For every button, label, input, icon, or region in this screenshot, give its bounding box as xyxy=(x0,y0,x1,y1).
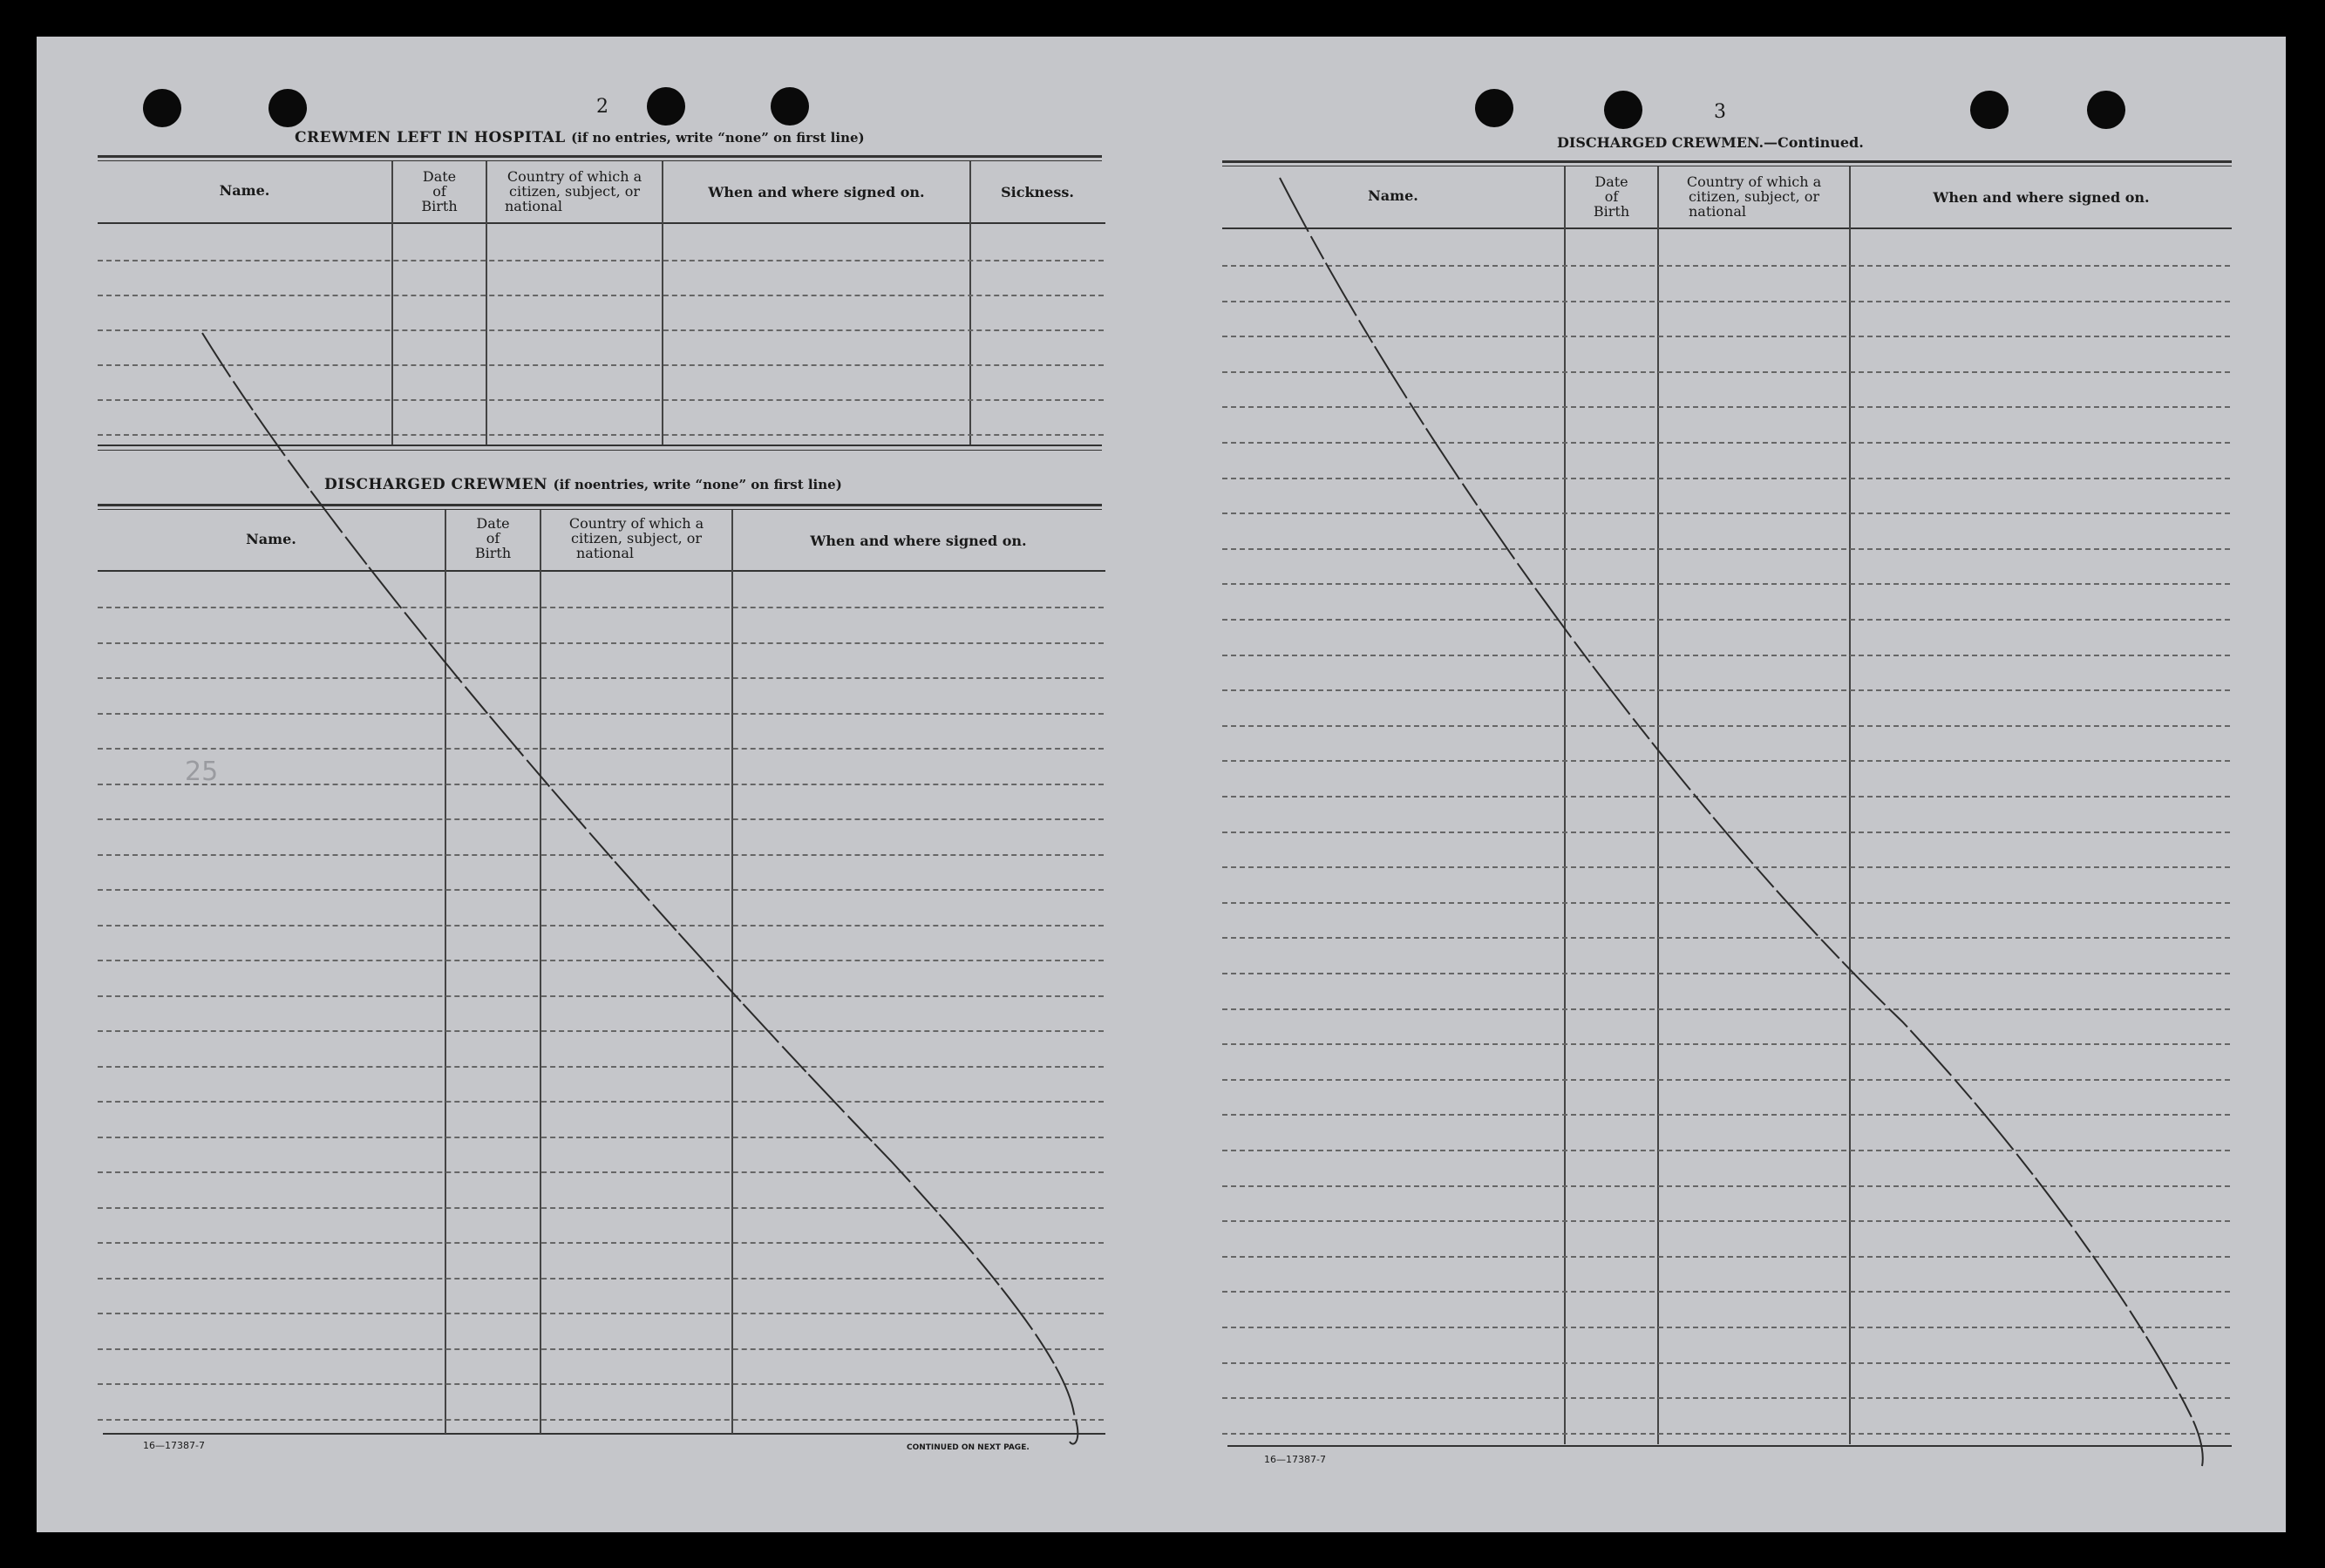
dob-line: Birth xyxy=(474,545,512,561)
dob-line: Date xyxy=(422,168,457,185)
discharged-header-name: Name. xyxy=(246,531,296,547)
country-line: Country of which a xyxy=(568,515,704,532)
country-line: citizen, subject, or xyxy=(508,183,641,200)
hospital-header-signed: When and where signed on. xyxy=(708,184,925,200)
hospital-instruction: (if no entries, write “none” on first line) xyxy=(571,130,865,146)
right-header-signed: When and where signed on. xyxy=(1933,189,2150,206)
right-header-name: Name. xyxy=(1368,187,1418,204)
strike-line-right xyxy=(1280,178,2203,1466)
strike-line-left xyxy=(202,333,1078,1444)
discharged-header-signed: When and where signed on. xyxy=(810,533,1027,549)
country-line: Country of which a xyxy=(506,168,642,185)
pen-strike-lines xyxy=(37,37,2286,1532)
country-line: national xyxy=(505,198,562,214)
dob-line: Date xyxy=(1594,173,1628,190)
page-number-right: 3 xyxy=(1714,101,1726,123)
dob-line: of xyxy=(432,183,446,200)
dob-line: Date xyxy=(476,515,510,532)
form-sheet xyxy=(37,37,2286,1532)
form-number-right: 16—17387-7 xyxy=(1264,1454,1326,1465)
continued-notice: CONTINUED ON NEXT PAGE. xyxy=(907,1443,1030,1452)
page-number-left: 2 xyxy=(596,96,608,118)
hospital-header-sickness: Sickness. xyxy=(1001,184,1074,200)
form-number-left: 16—17387-7 xyxy=(143,1440,205,1451)
hospital-title-text: CREWMEN LEFT IN HOSPITAL xyxy=(295,129,566,146)
country-line: national xyxy=(576,545,634,561)
dob-line: Birth xyxy=(421,198,458,214)
country-line: citizen, subject, or xyxy=(1688,188,1820,205)
discharged-instruction: (if noentries, write “none” on first line) xyxy=(553,477,842,492)
country-line: citizen, subject, or xyxy=(570,530,703,546)
hospital-header-name: Name. xyxy=(219,182,270,199)
country-line: national xyxy=(1689,203,1746,220)
country-line: Country of which a xyxy=(1686,173,1822,190)
faint-stamp: 25 xyxy=(185,757,219,787)
discharged-continued-title: DISCHARGED CREWMEN.—Continued. xyxy=(1557,134,1864,151)
dob-line: of xyxy=(1604,188,1619,205)
discharged-title-text: DISCHARGED CREWMEN xyxy=(324,476,548,493)
dob-line: Birth xyxy=(1593,203,1630,220)
dob-line: of xyxy=(486,530,500,546)
